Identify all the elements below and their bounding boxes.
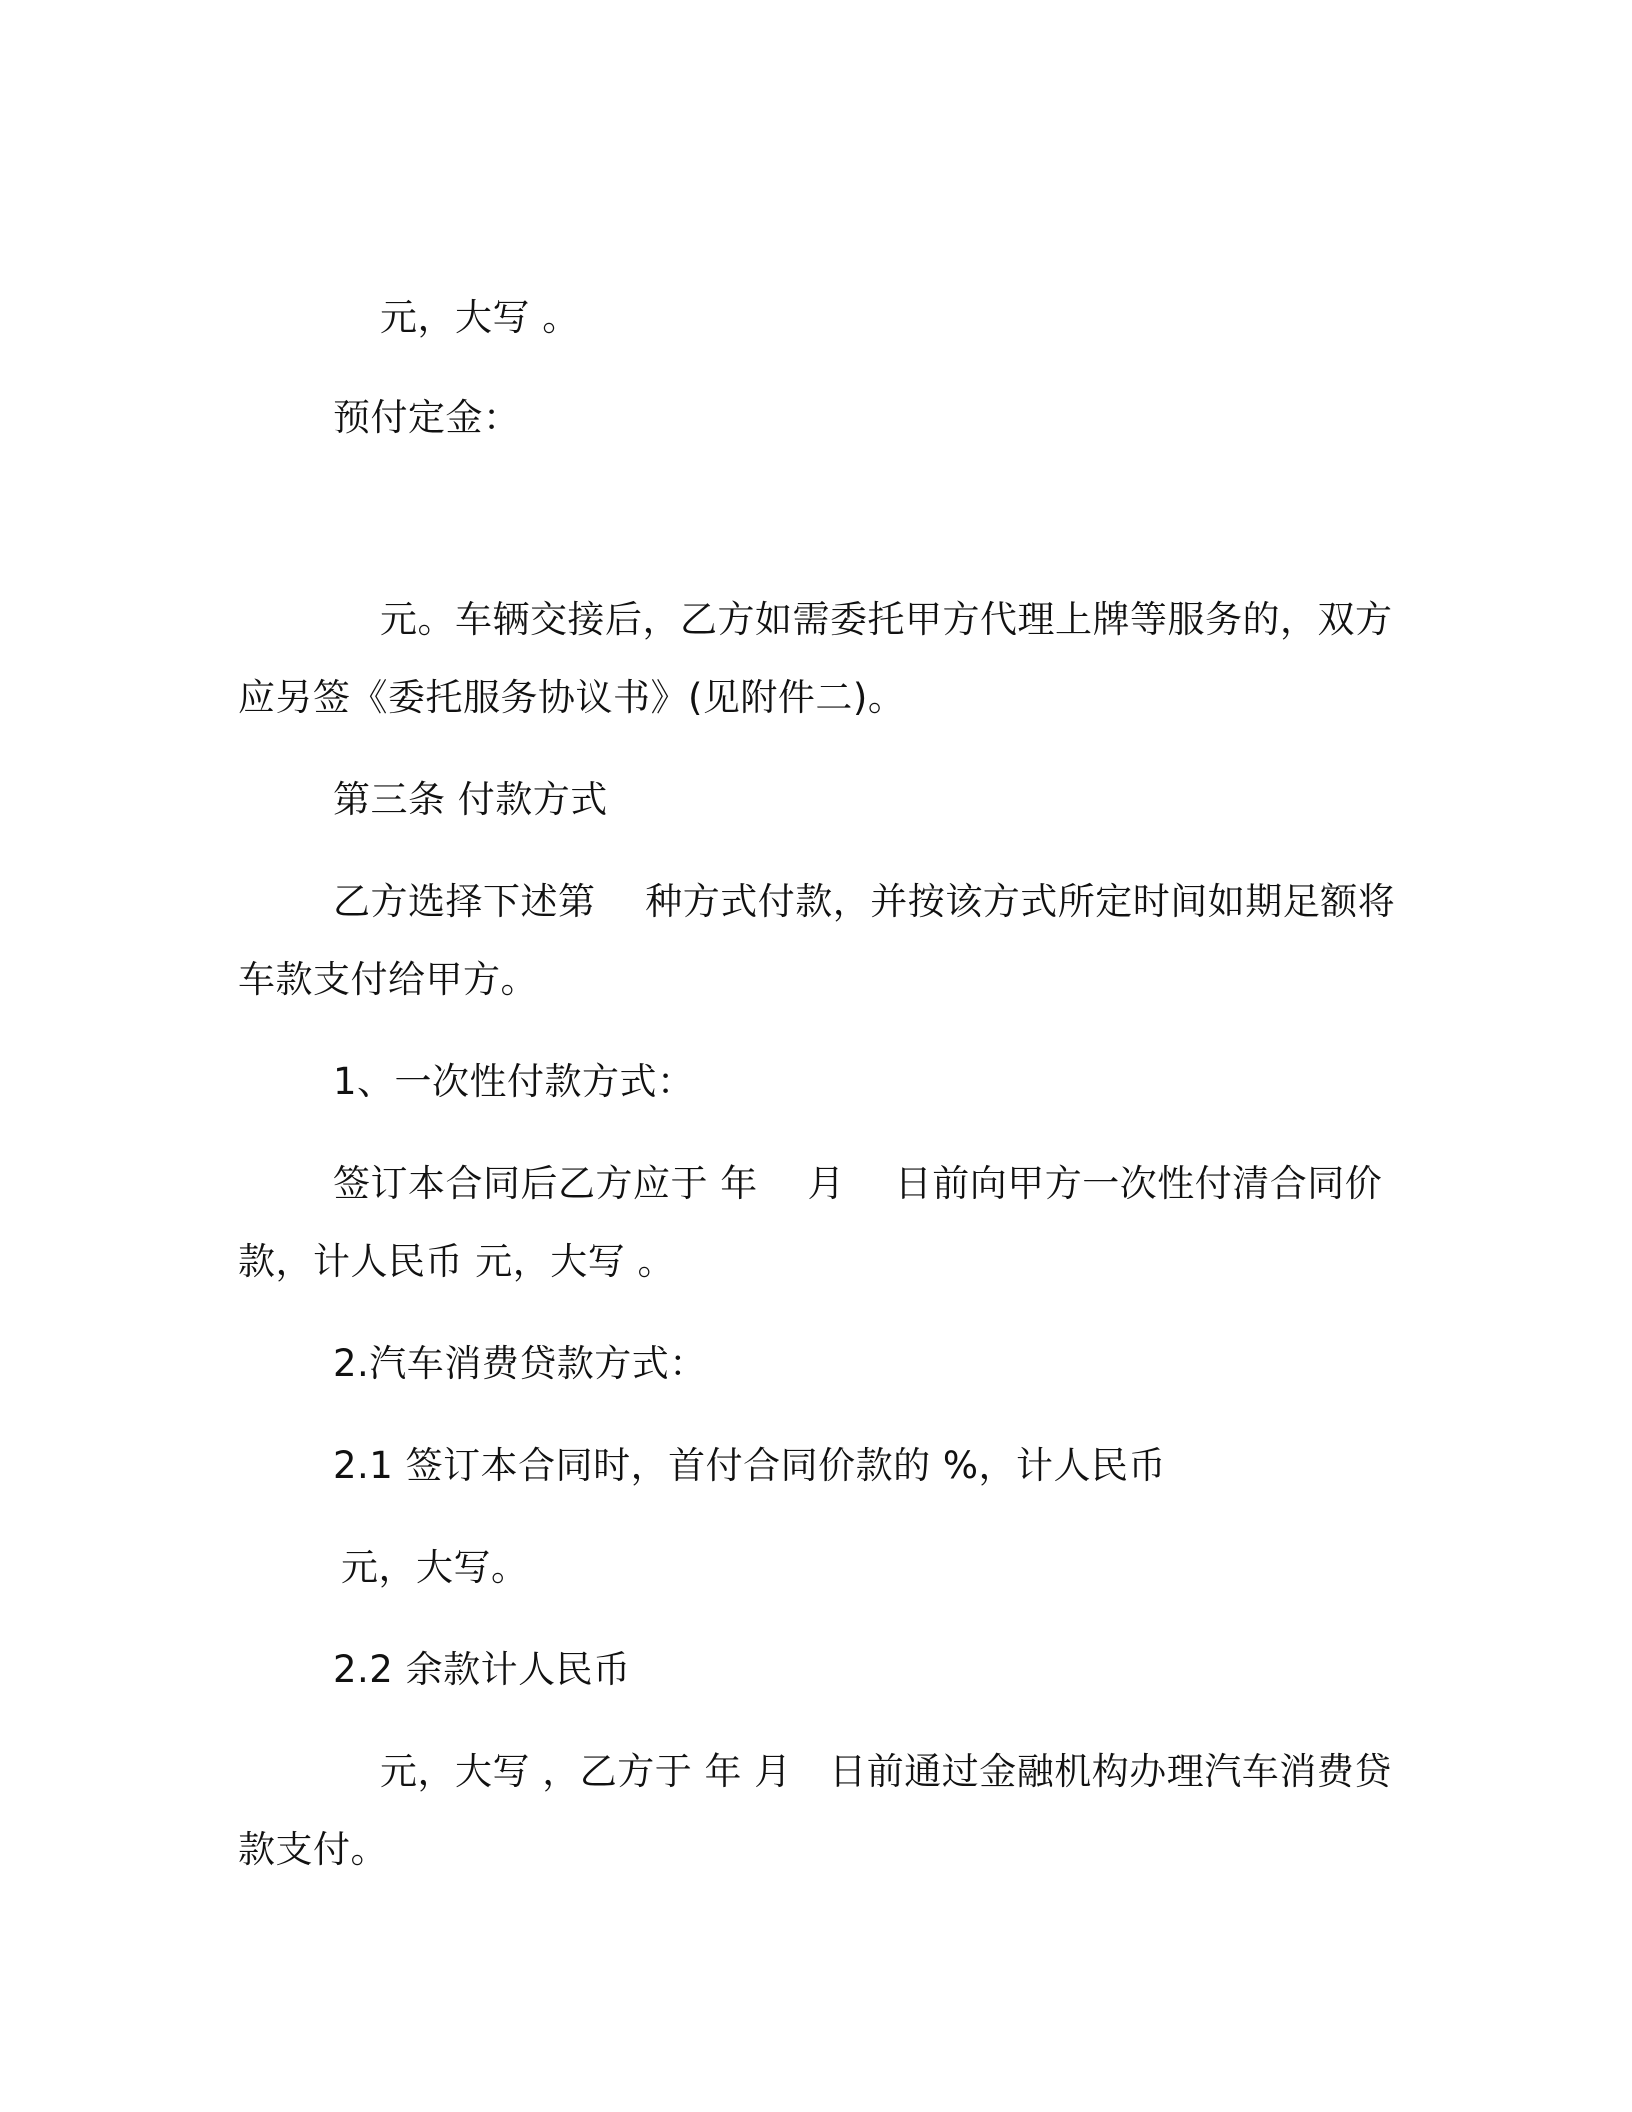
text-line-9: 签订本合同后乙方应于 年 月 日前向甲方一次性付清合同价	[333, 1162, 1383, 1205]
text-line-2: 预付定金：	[333, 396, 521, 439]
text-line-16: 款支付。	[238, 1828, 388, 1871]
text-line-1: 元，大写 。	[380, 296, 580, 339]
text-line-11: 2.汽车消费贷款方式：	[333, 1342, 707, 1385]
text-line-15: 元，大写 ，乙方于 年 月 日前通过金融机构办理汽车消费贷	[380, 1750, 1392, 1793]
text-line-10: 款，计人民币 元，大写 。	[238, 1240, 676, 1283]
text-line-12: 2.1 签订本合同时，首付合同价款的 %，计人民币	[333, 1444, 1167, 1487]
section-heading-3: 第三条 付款方式	[333, 778, 608, 821]
text-line-13: 元，大写。	[341, 1546, 529, 1589]
text-line-3: 元。车辆交接后，乙方如需委托甲方代理上牌等服务的，双方	[380, 598, 1393, 641]
text-line-14: 2.2 余款计人民币	[333, 1648, 631, 1691]
text-line-4: 应另签《委托服务协议书》(见附件二)。	[238, 676, 906, 719]
text-line-8: 1、一次性付款方式：	[333, 1060, 695, 1103]
text-line-6: 乙方选择下述第 种方式付款，并按该方式所定时间如期足额将	[333, 880, 1396, 923]
text-line-7: 车款支付给甲方。	[238, 958, 538, 1001]
